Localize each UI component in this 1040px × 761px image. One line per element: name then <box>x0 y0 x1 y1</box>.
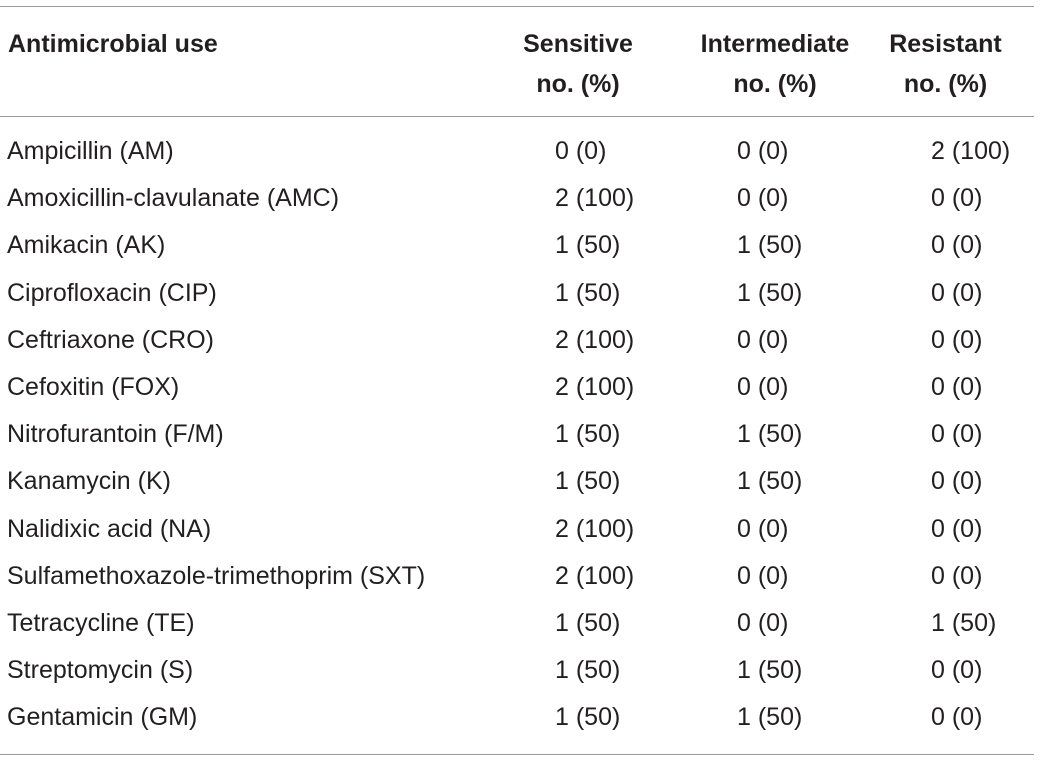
header-resistant-line1: Resistant <box>889 30 1002 58</box>
drug-cell: Ciprofloxacin (CIP) <box>7 278 217 307</box>
sensitive-cell: 1 (50) <box>555 608 621 637</box>
header-sensitive-line1: Sensitive <box>523 30 633 58</box>
drug-cell: Nitrofurantoin (F/M) <box>7 420 224 449</box>
resistant-cell: 0 (0) <box>931 325 983 354</box>
table-row <box>0 694 1040 741</box>
resistant-cell: 0 (0) <box>931 372 983 401</box>
header-resistant-line2: no. (%) <box>903 70 988 98</box>
intermediate-cell: 1 (50) <box>737 656 803 685</box>
drug-cell: Ampicillin (AM) <box>7 137 174 165</box>
header-intermediate-line2: no. (%) <box>733 70 817 98</box>
intermediate-cell: 0 (0) <box>737 561 789 590</box>
drug-cell: Amikacin (AK) <box>7 231 166 260</box>
drug-cell: Sulfamethoxazole-trimethoprim (SXT) <box>7 561 426 590</box>
header-intermediate <box>684 24 866 104</box>
sensitive-cell: 1 (50) <box>555 703 621 732</box>
resistant-cell: 0 (0) <box>931 703 983 732</box>
intermediate-cell: 1 (50) <box>737 278 803 307</box>
drug-cell: Kanamycin (K) <box>7 467 171 496</box>
resistant-cell: 0 (0) <box>931 184 983 213</box>
resistant-cell: 0 (0) <box>931 420 983 449</box>
intermediate-cell: 1 (50) <box>737 703 803 732</box>
resistant-cell: 0 (0) <box>931 278 983 307</box>
resistant-cell: 0 (0) <box>931 561 983 590</box>
header-intermediate-line1: Intermediate <box>700 30 850 58</box>
sensitive-cell: 2 (100) <box>555 514 635 543</box>
table-bottom-rule <box>0 754 1034 755</box>
header-antimicrobial-use-label: Antimicrobial use <box>8 30 218 58</box>
drug-cell: Gentamicin (GM) <box>7 703 198 732</box>
header-antimicrobial-use <box>8 24 218 64</box>
resistant-cell: 0 (0) <box>931 656 983 685</box>
table-row <box>0 647 1040 694</box>
resistant-cell: 1 (50) <box>931 608 997 637</box>
table-row <box>0 458 1040 505</box>
sensitive-cell: 2 (100) <box>555 372 635 401</box>
sensitive-cell: 1 (50) <box>555 420 621 449</box>
resistant-cell: 0 (0) <box>931 514 983 543</box>
drug-cell: Streptomycin (S) <box>7 656 194 685</box>
resistant-cell: 0 (0) <box>931 467 983 496</box>
sensitive-cell: 1 (50) <box>555 467 621 496</box>
sensitive-cell: 2 (100) <box>555 561 635 590</box>
drug-cell: Tetracycline (TE) <box>7 608 195 637</box>
sensitive-cell: 0 (0) <box>555 137 607 165</box>
intermediate-cell: 0 (0) <box>737 372 789 401</box>
table-row <box>0 553 1040 600</box>
table-body <box>0 128 1040 741</box>
header-sensitive <box>508 24 648 104</box>
sensitive-cell: 1 (50) <box>555 278 621 307</box>
drug-cell: Ceftriaxone (CRO) <box>7 325 214 354</box>
table-row <box>0 175 1040 222</box>
table-row <box>0 364 1040 411</box>
header-sensitive-line2: no. (%) <box>536 70 620 98</box>
table-row <box>0 222 1040 269</box>
sensitive-cell: 1 (50) <box>555 231 621 260</box>
sensitive-cell: 2 (100) <box>555 325 635 354</box>
intermediate-cell: 0 (0) <box>737 137 789 165</box>
drug-cell: Nalidixic acid (NA) <box>7 514 212 543</box>
intermediate-cell: 0 (0) <box>737 184 789 213</box>
resistant-cell: 0 (0) <box>931 231 983 260</box>
intermediate-cell: 0 (0) <box>737 608 789 637</box>
table-row <box>0 128 1040 175</box>
header-resistant <box>873 24 1018 104</box>
table-row <box>0 317 1040 364</box>
header-bottom-rule <box>0 116 1034 117</box>
intermediate-cell: 0 (0) <box>737 325 789 354</box>
table-top-rule <box>0 6 1034 7</box>
intermediate-cell: 1 (50) <box>737 467 803 496</box>
drug-cell: Amoxicillin-clavulanate (AMC) <box>7 184 340 213</box>
table-row <box>0 270 1040 317</box>
intermediate-cell: 1 (50) <box>737 420 803 449</box>
resistant-cell: 2 (100) <box>931 137 1011 165</box>
sensitive-cell: 1 (50) <box>555 656 621 685</box>
intermediate-cell: 1 (50) <box>737 231 803 260</box>
drug-cell: Cefoxitin (FOX) <box>7 372 180 401</box>
table-row <box>0 600 1040 647</box>
table-row <box>0 506 1040 553</box>
sensitive-cell: 2 (100) <box>555 184 635 213</box>
table-row <box>0 411 1040 458</box>
intermediate-cell: 0 (0) <box>737 514 789 543</box>
